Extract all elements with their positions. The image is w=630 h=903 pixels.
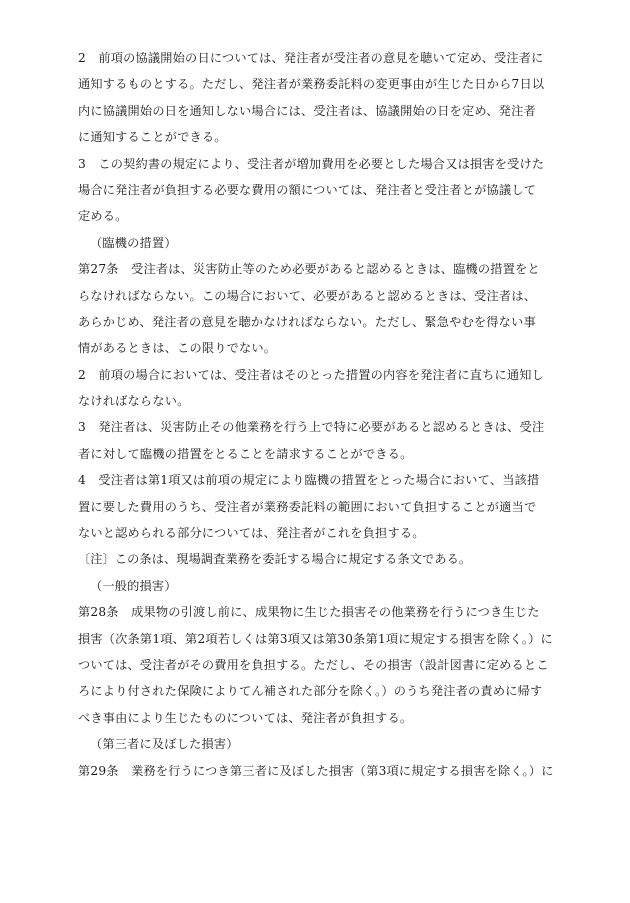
section-heading-third-party-damage: （第三者に及ぼした損害） [90, 737, 239, 752]
paragraph-line: ついては、受注者がその費用を負担する。ただし、その損害（設計図書に定めるとこ [78, 657, 549, 672]
section-heading-general-damage: （一般的損害） [90, 578, 177, 593]
paragraph-line: らなければならない。この場合において、必要があると認めるときは、受注者は、 [78, 288, 537, 303]
paragraph-line: 2 前項の協議開始の日については、発注者が受注者の意見を聴いて定め、受注者に [78, 51, 544, 65]
paragraph-line: なければならない。 [78, 394, 190, 409]
paragraph-line: 3 発注者は、災害防止その他業務を行う上で特に必要があると認めるときは、受注 [78, 420, 545, 435]
paragraph-line: 者に対して臨機の措置をとることを請求することができる。 [78, 446, 413, 461]
paragraph-line: 定める。 [78, 209, 128, 224]
paragraph-line: ろにより付された保険によりてん補された部分を除く。）のうち発注者の責めに帰す [78, 684, 543, 699]
paragraph-line: あらかじめ、発注者の意見を聴かなければならない。ただし、緊急やむを得ない事 [78, 314, 536, 329]
note-line: 〔注〕この条は、現場調査業務を委託する場合に規定する条文である。 [78, 552, 472, 567]
paragraph-line: 場合に発注者が負担する必要な費用の額については、発注者と受注者とが協議して [78, 182, 537, 197]
paragraph-line: ないと認められる部分については、発注者がこれを負担する。 [78, 526, 425, 541]
paragraph-line: 損害（次条第1項、第2項若しくは第3項又は第30条第1項に規定する損害を除く。）に [78, 631, 553, 646]
article-29-line: 第29条 業務を行うにつき第三者に及ぼした損害（第3項に規定する損害を除く。）に [78, 763, 554, 778]
section-heading-rinki: （臨機の措置） [90, 235, 177, 250]
article-28-line: 第28条 成果物の引渡し前に、成果物に生じた損害その他業務を行うにつき生じた [78, 605, 540, 620]
paragraph-line: 情があるときは、この限りでない。 [78, 341, 277, 356]
article-27-line: 第27条 受注者は、災害防止等のため必要があると認めるときは、臨機の措置をと [78, 262, 540, 277]
paragraph-line: 置に要した費用のうち、受注者が業務委託料の範囲において負担することが適当で [78, 499, 537, 514]
paragraph-line: 3 この契約書の規定により、受注者が増加費用を必要とした場合又は損害を受けた [78, 156, 545, 171]
paragraph-line: べき事由により生じたものについては、発注者が負担する。 [78, 710, 413, 725]
paragraph-line: 2 前項の場合においては、受注者はそのとった措置の内容を発注者に直ちに通知し [78, 367, 545, 382]
paragraph-line: 4 受注者は第1項又は前項の規定により臨機の措置をとった場合において、当該措 [78, 473, 540, 488]
paragraph-line: 通知するものとする。ただし、発注者が業務委託料の変更事由が生じた日から7日以 [78, 77, 545, 92]
document-page [78, 45, 552, 784]
paragraph-line: に通知することができる。 [78, 130, 227, 145]
paragraph-line: 内に協議開始の日を通知しない場合には、受注者は、協議開始の日を定め、発注者 [78, 103, 536, 118]
